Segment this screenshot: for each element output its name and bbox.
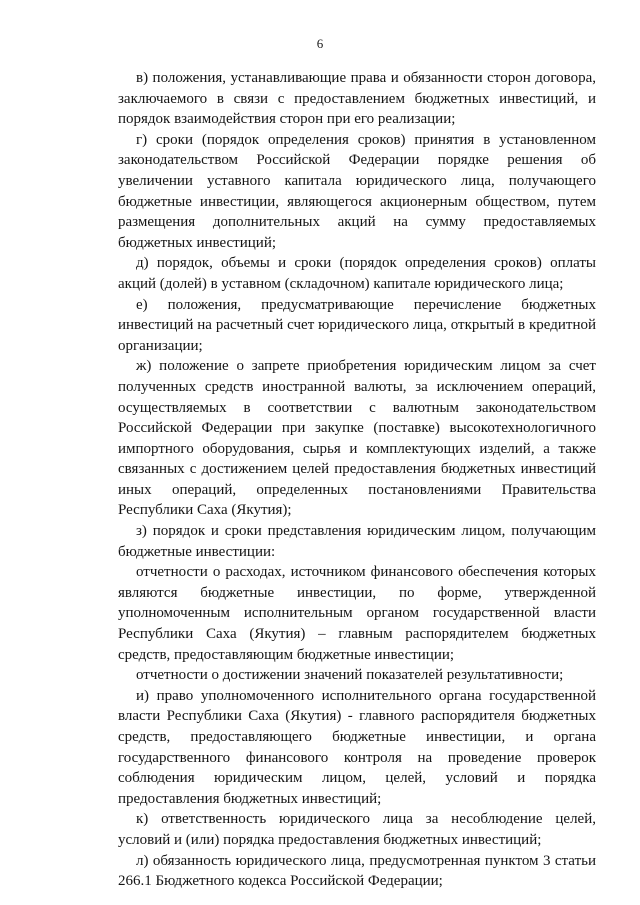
paragraph-zh: ж) положение о запрете приобретения юридическим лицом за счет полученных средств иностранной валюты, за исключением операций, осуществляемых в соответствии с валютным законодательством Российской Федерации при закупке (поставке) высокотехнологичного импортного оборудования, сырья и комплектующих изделий, а также связанных с достижением целей предоставления бюджетных инвестиций иных операций, определенных постановлениями Правительства Республики Саха (Якутия); [118,358,596,519]
paragraph-l: л) обязанность юридического лица, предусмотренная пунктом 3 статьи 266.1 Бюджетного кодекса Российской Федерации; [118,852,596,890]
paragraph-e: е) положения, предусматривающие перечисление бюджетных инвестиций на расчетный счет юридического лица, открытый в кредитной организации; [118,296,596,354]
paragraph-z-performance-report: отчетности о достижении значений показателей результативности; [136,667,564,684]
paragraph-z: з) порядок и сроки представления юридическим лицом, получающим бюджетные инвестиции: [118,523,596,560]
page-number: 6 [316,36,324,51]
paragraph-d: д) порядок, объемы и сроки (порядок определения сроков) оплаты акций (долей) в уставном (складочном) капитале юридического лица; [118,255,596,292]
paragraph-z-expense-report: отчетности о расходах, источником финансового обеспечения которых являются бюджетные инвестиции, по форме, утвержденной уполномоченным исполнительным органом государственной власти Республики Саха (Якутия) – главным распорядителем бюджетных средств, предоставляющим бюджетные инвестиции; [118,564,596,663]
paragraph-i: и) право уполномоченного исполнительного органа государственной власти Республики Саха (Якутия) - главного распорядителя бюджетных средств, предоставляющего бюджетные инвестиции, и органа государственного финансового контроля на проведение проверок соблюдения юридическим лицом, целей, условий и порядка предоставления бюджетных инвестиций; [118,687,596,807]
paragraph-k: к) ответственность юридического лица за несоблюдение целей, условий и (или) порядка предоставления бюджетных инвестиций; [118,811,596,848]
document-body [118,68,596,892]
paragraph-v: в) положения, устанавливающие права и обязанности сторон договора, заключаемого в связи с предоставлением бюджетных инвестиций, и порядок взаимодействия сторон при его реализации; [118,70,596,128]
paragraph-g: г) сроки (порядок определения сроков) принятия в установленном законодательством Российской Федерации порядке решения об увеличении уставного капитала юридического лица, получающего бюджетные инвестиции, являющегося акционерным обществом, путем размещения дополнительных акций на сумму предоставляемых бюджетных инвестиций; [118,131,596,251]
